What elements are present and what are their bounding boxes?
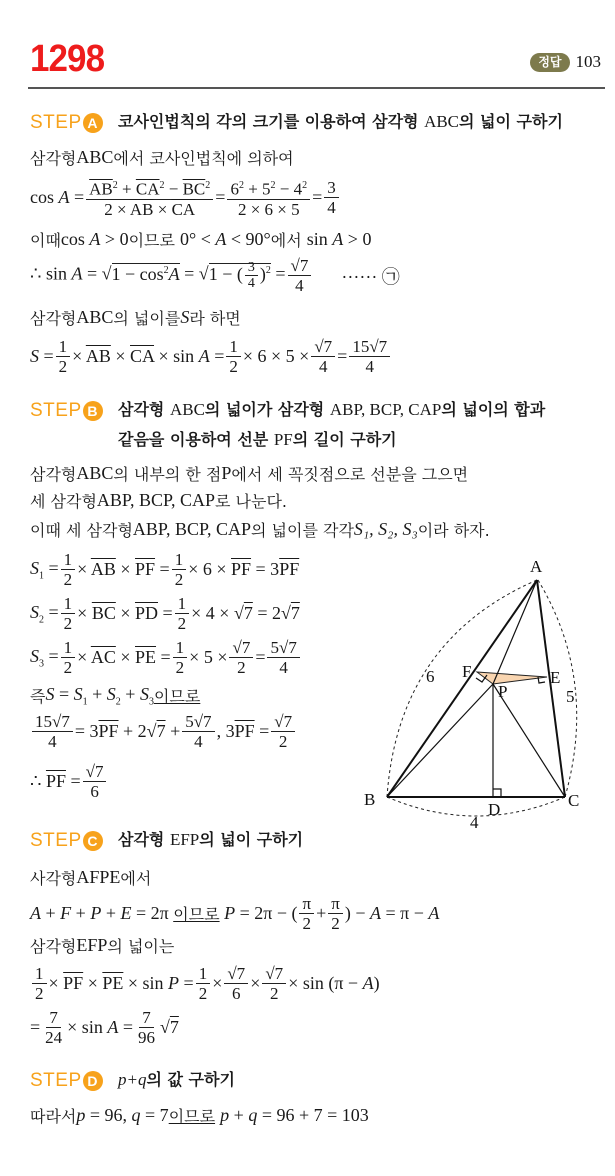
svg-text:F: F — [462, 662, 472, 681]
s3-formula: $S_3$ = $\frac{1}{2}$ × $\overline{AC} \times \overline{PE}$ = $\frac{1}{2}$ × 5 × $\frac{√7}{2}$ = $\frac{5√7}{4}$ — [30, 638, 302, 677]
text: 에서 — [270, 231, 302, 250]
highlight-triangle-efp — [477, 672, 547, 684]
area-result: $\frac{15√7}{4}$ — [349, 337, 390, 376]
text: 의 넓이를 — [113, 309, 181, 328]
efp-area-line2: = $\frac{7}{24}$ × sin A = $\frac{7}{96}$ √7 — [30, 1008, 179, 1047]
step-c-heading — [30, 830, 303, 855]
triangle-figure — [358, 550, 608, 830]
svg-text:B: B — [364, 790, 376, 809]
title-text: 코사인법칙의 각의 크기를 이용하여 삼각형 — [118, 112, 425, 131]
step-text: STEP — [30, 400, 82, 421]
step-b-label — [30, 400, 118, 422]
cos-frac2: $\frac{6^2 + 5^2 - 4^2}{2 \times 6 \times 5}$ — [227, 176, 310, 219]
step-d-circle-icon: D — [83, 1071, 103, 1091]
text: 삼각형 — [30, 149, 77, 168]
step-d-title: p+q의 값 구하기 — [118, 1070, 235, 1089]
step-a-line5 — [30, 306, 241, 329]
text: 에서 코사인법칙에 의하여 — [113, 149, 294, 168]
angle-sum-line: A + F + P + E = 2π 이므로 P = 2π − ( $\frac{\pi}{2}$ + $\frac{\pi}{2}$ ) − A = π − A — [30, 894, 440, 933]
answer-area — [530, 52, 601, 72]
s2-formula: $S_2$ = $\frac{1}{2}$ × $\overline{BC} \times \overline{PD}$ = $\frac{1}{2}$ × 4 × √7 = 2√7 — [30, 594, 300, 633]
answer-badge: 정답 — [530, 53, 569, 72]
svg-text:4: 4 — [470, 813, 479, 830]
svg-text:5: 5 — [566, 687, 575, 706]
math: ABC — [76, 307, 114, 327]
svg-text:C: C — [568, 791, 580, 810]
svg-text:6: 6 — [426, 667, 435, 686]
math: cos A > 0 — [60, 229, 129, 249]
cos-frac1: $\frac{\overline{AB}^2 + \overline{CA}^2 - \overline{BC}^2}{2 \times \overline{AB} \times \overline{CA}}$ — [86, 176, 213, 219]
step-text: STEP — [30, 112, 82, 133]
cos-result: $\frac{3}{4}$ — [324, 178, 339, 217]
sin-result: $\frac{√7}{4}$ — [288, 256, 312, 295]
step-a-line1 — [30, 146, 294, 169]
step-a-label — [30, 112, 118, 134]
step-b-line1: 삼각형 ABC 의 내부의 한 점 P 에서 세 꼭짓점으로 선분을 그으면 — [30, 463, 469, 484]
step-b-line2: 세 삼각형 ABP, BCP, CAP 로 나눈다. — [30, 490, 287, 511]
step-a-circle-icon: A — [83, 113, 103, 133]
step-d-label: STEP D — [30, 1070, 118, 1092]
text: 라 하면 — [189, 309, 241, 328]
svg-text:P: P — [498, 682, 508, 701]
efp-area-line1: $\frac{1}{2}$ × $\overline{PF} \times \overline{PE} \times \sin P$ = $\frac{1}{2}$ × $\frac{√7}{6}$ × $\frac{√7}{2}$ × sin (π − A) — [30, 964, 380, 1003]
final-answer-line: 따라서 p = 96, q = 7 이므로 p + q = 96 + 7 = 103 — [30, 1105, 369, 1126]
step-c-title: 삼각형 EFP의 넓이 구하기 — [118, 830, 304, 849]
step-b-title: 삼각형 ABC의 넓이가 삼각형 ABP, BCP, CAP의 넓이의 합과 같음을 이용하여 선분 PF의 길이 구하기 — [118, 400, 546, 449]
step-c-line1: 사각형 AFPE 에서 — [30, 867, 152, 888]
math: S — [180, 307, 190, 327]
title-math: ABC — [424, 112, 460, 131]
svg-text:D: D — [488, 800, 501, 819]
text: 이때 — [30, 231, 61, 250]
header-divider — [28, 87, 605, 89]
svg-text:A: A — [530, 557, 543, 576]
step-d-heading — [30, 1070, 235, 1095]
svg-text:E: E — [550, 668, 561, 687]
step-c-circle-icon: C — [83, 831, 103, 851]
step-c-label: STEP C — [30, 830, 118, 852]
pf-result: ∴ $\overline{PF}$ = $\frac{√7}{6}$ — [30, 762, 108, 801]
sin-formula: ∴ $\sin A = √1 - \cos^2A = √1$ − ( $\frac{3}{4}$ )$^2$ = $\frac{√7}{4}$ ······ ㉠ — [30, 256, 400, 295]
problem-number: 1298 — [30, 38, 105, 80]
equation-line: $\frac{15√7}{4}$ = $3\overline{PF} + 2√7$ + $\frac{5√7}{4}$ , $3\overline{PF}$ = $\frac{√7}{2}$ — [30, 712, 297, 751]
s1-formula: $S_1$ = $\frac{1}{2}$ × $\overline{AB} \times \overline{PF}$ = $\frac{1}{2}$ × $6 \times \overline{PF} = 3\overline{PF}$ — [30, 550, 300, 589]
equation-marker: ······ ㉠ — [341, 266, 400, 287]
math: 0° < A < 90° — [180, 229, 271, 249]
sum-line: 즉 $S = S_1 + S_2 + S_3$ 이므로 — [30, 684, 201, 708]
dashed-arcs — [387, 580, 580, 816]
cos-lhs: cos A = — [30, 186, 85, 207]
step-c-line3: 삼각형 EFP 의 넓이는 — [30, 935, 175, 956]
cos-formula: cos A = $\frac{\overline{AB}^2 + \overline{CA}^2 - \overline{BC}^2}{2 \times \overline{AB} \times \overline{CA}}$ = $\frac{6^2 + 5^2 - 4^2}{2 \times 6 \times 5}$ = $\frac{3}{4}$ — [30, 176, 341, 219]
step-b-heading — [30, 400, 545, 455]
step-b-circle-icon: B — [83, 401, 103, 421]
step-b-line3: 이때 세 삼각형 ABP, BCP, CAP 의 넓이를 각각 S₁, S₂, S₃ 이라 하자. — [30, 519, 490, 540]
math: ABC — [76, 147, 114, 167]
answer-value: 103 — [575, 52, 601, 71]
step-a-line3 — [30, 228, 371, 251]
step-a-heading — [30, 112, 563, 137]
step-a-title — [118, 107, 563, 137]
text: 이므로 — [128, 231, 175, 250]
area-formula: S = $\frac{1}{2}$ × $\overline{AB} \times \overline{CA} \times \sin A$ = $\frac{1}{2}$ × 6 × 5 × $\frac{√7}{4}$ = $\frac{15√7}{4}$ — [30, 337, 392, 376]
title-text: 의 넓이 구하기 — [459, 112, 563, 131]
math: sin A > 0 — [306, 229, 372, 249]
text: 삼각형 — [30, 309, 77, 328]
